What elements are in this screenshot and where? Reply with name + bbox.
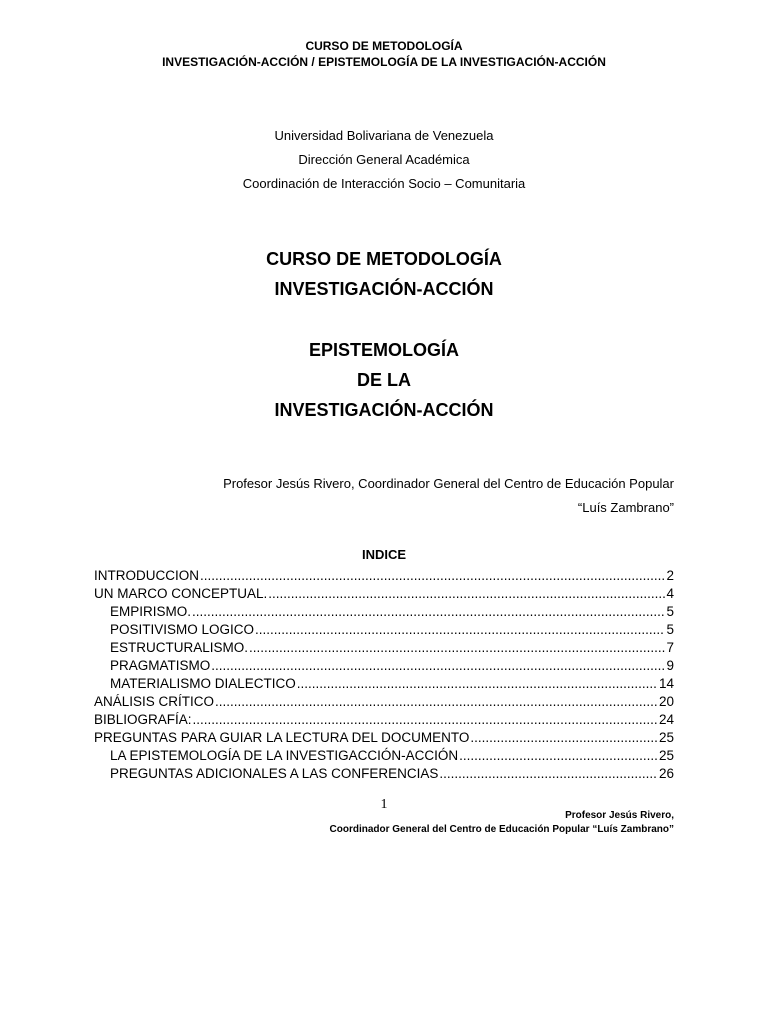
toc-entry-label: BIBLIOGRAFÍA: [94, 712, 192, 727]
topic-title-line-1: EPISTEMOLOGÍA [308, 340, 459, 360]
toc-leader-dots [459, 747, 658, 765]
author-line-1: Profesor Jesús Rivero, Coordinador General del Centro de Educación Popular [223, 476, 674, 491]
toc-entry-page: 5 [666, 604, 674, 619]
toc-entry-page: 7 [666, 640, 674, 655]
toc-entry-page: 4 [666, 586, 674, 601]
index-title: INDICE [361, 547, 407, 562]
toc-entry-page: 5 [666, 622, 674, 637]
toc-entry-positivismo-logico[interactable] [94, 621, 674, 639]
footer-line-1: Profesor Jesús Rivero, [565, 810, 674, 821]
toc-entry-estructuralismo[interactable] [94, 639, 674, 657]
toc-leader-dots [193, 711, 658, 729]
page-number: 1 [380, 797, 388, 812]
toc-leader-dots [192, 603, 665, 621]
table-of-contents [94, 567, 674, 783]
toc-entry-epistemologia-ia[interactable] [94, 747, 674, 765]
topic-title-line-2: DE LA [357, 370, 411, 390]
toc-entry-bibliografia[interactable] [94, 711, 674, 729]
toc-leader-dots [470, 729, 658, 747]
toc-entry-label: LA EPISTEMOLOGÍA DE LA INVESTIGACCIÓN-ACCIÓN [110, 748, 459, 763]
toc-entry-empirismo[interactable] [94, 603, 674, 621]
toc-leader-dots [255, 621, 665, 639]
toc-entry-introduccion[interactable] [94, 567, 674, 585]
toc-leader-dots [297, 675, 658, 693]
toc-entry-marco-conceptual[interactable] [94, 585, 674, 603]
toc-entry-label: MATERIALISMO DIALECTICO [110, 676, 296, 691]
toc-entry-page: 24 [658, 712, 674, 727]
toc-entry-materialismo-dialectico[interactable] [94, 675, 674, 693]
institution-university: Universidad Bolivariana de Venezuela [274, 128, 494, 143]
toc-entry-label: PREGUNTAS ADICIONALES A LAS CONFERENCIAS [110, 766, 439, 781]
toc-entry-preguntas-guia[interactable] [94, 729, 674, 747]
toc-entry-page: 14 [658, 676, 674, 691]
toc-leader-dots [215, 693, 658, 711]
toc-entry-analisis-critico[interactable] [94, 693, 674, 711]
toc-entry-label: PREGUNTAS PARA GUIAR LA LECTURA DEL DOCUMENTO [94, 730, 470, 745]
institution-direction: Dirección General Académica [298, 152, 470, 167]
toc-entry-page: 25 [658, 730, 674, 745]
toc-leader-dots [211, 657, 665, 675]
institution-coordination: Coordinación de Interacción Socio – Comunitaria [242, 176, 526, 191]
toc-entry-pragmatismo[interactable] [94, 657, 674, 675]
toc-entry-label: INTRODUCCION [94, 568, 199, 583]
toc-entry-label: EMPIRISMO. [110, 604, 192, 619]
toc-entry-page: 2 [666, 568, 674, 583]
running-header-line-1: CURSO DE METODOLOGÍA [305, 39, 463, 53]
toc-entry-label: ANÁLISIS CRÍTICO [94, 694, 215, 709]
running-header-line-2: INVESTIGACIÓN-ACCIÓN / EPISTEMOLOGÍA DE LA INVESTIGACIÓN-ACCIÓN [162, 55, 606, 69]
toc-leader-dots [268, 585, 665, 603]
toc-entry-preguntas-adicionales[interactable] [94, 765, 674, 783]
author-line-2: “Luís Zambrano” [577, 500, 674, 515]
toc-entry-label: POSITIVISMO LOGICO [110, 622, 255, 637]
course-title-line-2: INVESTIGACIÓN-ACCIÓN [274, 279, 494, 299]
toc-entry-label: UN MARCO CONCEPTUAL. [94, 586, 268, 601]
toc-entry-page: 20 [658, 694, 674, 709]
footer-line-2: Coordinador General del Centro de Educación Popular “Luís Zambrano” [329, 824, 674, 835]
toc-entry-page: 26 [658, 766, 674, 781]
toc-entry-label: ESTRUCTURALISMO. [110, 640, 249, 655]
toc-leader-dots [439, 765, 658, 783]
toc-leader-dots [200, 567, 665, 585]
course-title-line-1: CURSO DE METODOLOGÍA [266, 249, 502, 269]
topic-title-line-3: INVESTIGACIÓN-ACCIÓN [274, 400, 494, 420]
toc-leader-dots [249, 639, 665, 657]
toc-entry-label: PRAGMATISMO [110, 658, 211, 673]
toc-entry-page: 25 [658, 748, 674, 763]
toc-entry-page: 9 [666, 658, 674, 673]
